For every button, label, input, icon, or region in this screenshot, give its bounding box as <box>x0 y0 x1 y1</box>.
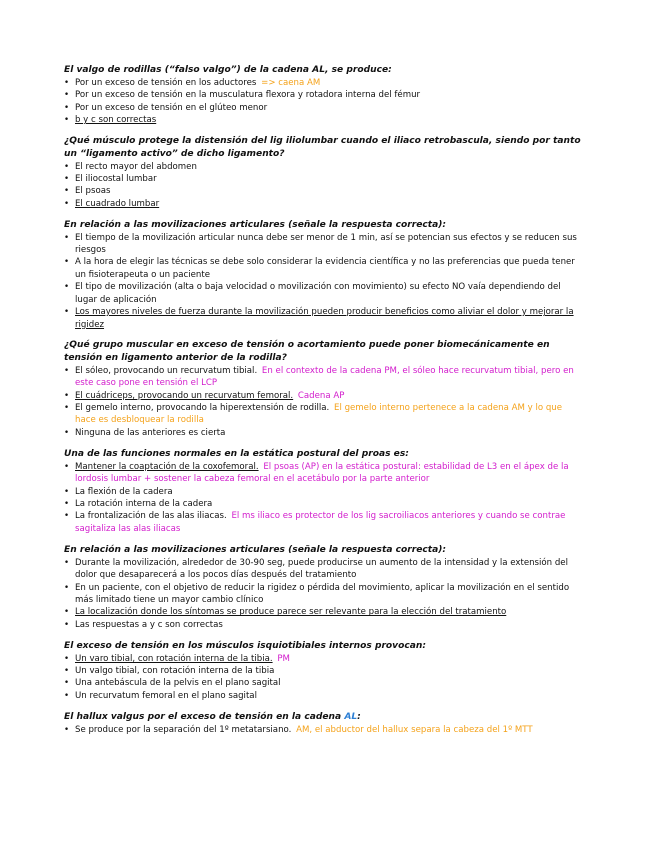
option-text: Una antebáscula de la pelvis en el plano sagital <box>75 678 281 689</box>
option-item <box>64 256 584 281</box>
option-text: Por un exceso de tensión en el glúteo menor <box>75 102 268 113</box>
option-item <box>64 427 584 439</box>
option-item <box>64 653 584 665</box>
option-list <box>64 724 584 736</box>
annotation-note: El gemelo interno pertenece a la cadena AM y lo que hace es desbloquear la rodilla <box>75 403 563 426</box>
question-title-text: ¿Qué grupo muscular en exceso de tensión o acortamiento puede poner biomecánicamente en tensión en ligamento anterior de la rodilla? <box>64 340 550 363</box>
option-item <box>64 486 584 498</box>
question-title <box>64 135 584 160</box>
option-list <box>64 653 584 703</box>
option-text: A la hora de elegir las técnicas se debe solo considerar la evidencia científica y no las preferencias que pueda tener un fisioterapeuta o un paciente <box>75 257 575 280</box>
option-text: Ninguna de las anteriores es cierta <box>75 427 226 438</box>
question-block <box>64 711 584 736</box>
question-title-text: Una de las funciones normales en la estática postural del proas es: <box>64 448 409 459</box>
option-item <box>64 198 584 210</box>
question-title <box>64 219 584 231</box>
question-title <box>64 339 584 364</box>
option-text: La rotación interna de la cadera <box>75 498 213 509</box>
option-text: El tiempo de la movilización articular nunca debe ser menor de 1 min, así se potencian sus efectos y se reducen sus riesgos <box>75 232 577 256</box>
question-title-text: En relación a las movilizaciones articulares (señale la respuesta correcta): <box>64 219 447 230</box>
option-item <box>64 461 584 486</box>
correct-answer-text: Un varo tibial, con rotación interna de la tibia. <box>75 653 273 664</box>
option-text: El recto mayor del abdomen <box>75 161 197 172</box>
option-item <box>64 510 584 535</box>
option-text: El sóleo, provocando un recurvatum tibial. <box>75 365 258 376</box>
option-item <box>64 402 584 427</box>
question-block <box>64 448 584 535</box>
option-list <box>64 77 584 127</box>
question-block <box>64 64 584 127</box>
option-item <box>64 498 584 510</box>
option-item <box>64 114 584 126</box>
option-item <box>64 306 584 331</box>
option-text: La frontalización de las alas iliacas. <box>75 511 227 522</box>
option-item <box>64 77 584 89</box>
question-block <box>64 219 584 331</box>
option-item <box>64 281 584 306</box>
correct-answer-text: El cuadrado lumbar <box>75 198 160 209</box>
option-text: Un recurvatum femoral en el plano sagital <box>75 690 257 701</box>
option-item <box>64 606 584 618</box>
question-block <box>64 135 584 210</box>
option-item <box>64 232 584 257</box>
option-item <box>64 102 584 114</box>
option-item <box>64 690 584 702</box>
correct-answer-text: Mantener la coaptación de la coxofemoral. <box>75 461 259 472</box>
option-text: Se produce por la separación del 1º metatarsiano. <box>75 724 292 735</box>
annotation-note: PM <box>277 653 290 664</box>
question-title-highlight: AL <box>344 711 358 722</box>
option-item <box>64 724 584 736</box>
option-item <box>64 582 584 607</box>
option-list <box>64 557 584 631</box>
annotation-note: El psoas (AP) en la estática postural: estabilidad de L3 en el ápex de la lordosis lumbar + sostener la cabeza femoral en el acetábulo por la parte anterior <box>75 461 569 485</box>
option-text: El iliocostal lumbar <box>75 173 157 184</box>
option-text: El psoas <box>75 186 111 197</box>
option-item <box>64 677 584 689</box>
option-item <box>64 619 584 631</box>
option-text: El gemelo interno, provocando la hiperextensión de rodilla. <box>75 403 330 414</box>
correct-answer-text: b y c son correctas <box>75 115 157 126</box>
question-block <box>64 640 584 703</box>
annotation-note: AM, el abductor del hallux separa la cabeza del 1º MTT <box>296 724 533 735</box>
question-title-text: En relación a las movilizaciones articulares (señale la respuesta correcta): <box>64 544 447 555</box>
option-item <box>64 665 584 677</box>
option-list <box>64 365 584 439</box>
option-item <box>64 557 584 582</box>
option-list <box>64 461 584 535</box>
question-title-text: ¿Qué músculo protege la distensión del lig iliolumbar cuando el iliaco retrobascula, siendo por tanto un “ligamento activo” de dicho ligamento? <box>64 136 581 159</box>
option-list <box>64 161 584 211</box>
question-title <box>64 711 584 723</box>
option-text: Durante la movilización, alrededor de 30-90 seg, puede producirse un aumento de la intensidad y la extensión del dolor que desaparecerá a los pocos días después del tratamiento <box>75 557 568 581</box>
option-text: Por un exceso de tensión en la musculatura flexora y rotadora interna del fémur <box>75 90 421 101</box>
question-block <box>64 544 584 631</box>
question-title-text: El valgo de rodillas (“falso valgo”) de la cadena AL, se produce: <box>64 65 392 75</box>
option-item <box>64 161 584 173</box>
annotation-note: En el contexto de la cadena PM, el sóleo hace recurvatum tibial, pero en este caso pone en tensión el LCP <box>75 365 574 389</box>
option-text: Por un exceso de tensión en los aductores <box>75 78 257 88</box>
option-text: El tipo de movilización (alta o baja velocidad o movilización con movimiento) su efecto NO vaía dependiendo del lugar de aplicación <box>75 282 561 305</box>
option-list <box>64 232 584 331</box>
question-title-end: : <box>357 711 361 722</box>
option-item <box>64 185 584 197</box>
quiz-content <box>64 64 584 745</box>
question-title <box>64 544 584 556</box>
correct-answer-text: El cuádriceps, provocando un recurvatum femoral. <box>75 390 294 401</box>
option-item <box>64 89 584 101</box>
annotation-note: El ms iliaco es protector de los lig sacroiliacos anteriores y cuando se contrae sagitaliza las alas iliacas <box>75 511 566 534</box>
question-title-text: El hallux valgus por el exceso de tensión en la cadena <box>64 711 342 722</box>
option-text: En un paciente, con el objetivo de reducir la rigidez o pérdida del movimiento, aplicar la movilización en el sentido más limitado tiene un mayor cambio clínico <box>75 582 570 605</box>
question-block <box>64 339 584 439</box>
correct-answer-text: La localización donde los síntomas se produce parece ser relevante para la elección del tratamiento <box>75 607 507 618</box>
question-title-text: El exceso de tensión en los músculos isquiotibiales internos provocan: <box>64 640 426 651</box>
annotation-note: Cadena AP <box>297 390 345 401</box>
option-text: Las respuestas a y c son correctas <box>75 619 223 630</box>
option-text: La flexión de la cadera <box>75 486 173 497</box>
option-text: Un valgo tibial, con rotación interna de la tibia <box>75 666 275 677</box>
option-item <box>64 365 584 390</box>
option-item <box>64 390 584 402</box>
correct-answer-text: Los mayores niveles de fuerza durante la movilización pueden producir beneficios como aliviar el dolor y mejorar la rigidez <box>75 307 574 330</box>
question-title <box>64 448 584 460</box>
annotation-note: => caena AM <box>261 78 321 88</box>
question-title <box>64 64 584 76</box>
option-item <box>64 173 584 185</box>
question-title <box>64 640 584 652</box>
